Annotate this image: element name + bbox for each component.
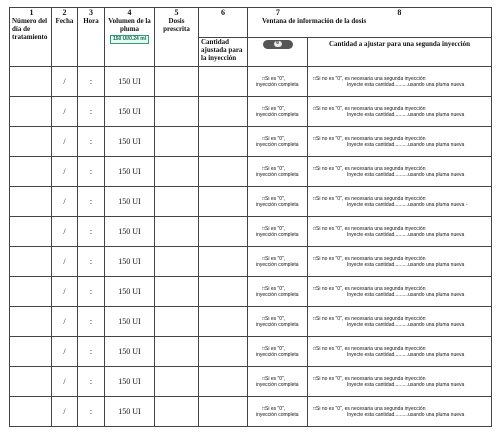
table-row <box>10 307 492 337</box>
time-cell[interactable]: : <box>78 307 105 337</box>
header-adjusted-amount <box>199 38 248 67</box>
second-injection-cell <box>308 367 492 397</box>
header-adjusted-amount-number: 6 <box>199 8 248 38</box>
table-row <box>10 367 492 397</box>
header-prescribed-dose: 5 Dosis prescrita <box>155 8 199 67</box>
header-prescribed-dose-label: Dosis prescrita <box>163 17 190 33</box>
second-injection-amount-text[interactable]: Inyecte esta cantidad..........usando una pluma nueva <box>347 411 465 418</box>
second-injection-amount-text[interactable]: Inyecte esta cantidad..........usando una pluma nueva <box>347 321 465 328</box>
second-injection-cell <box>308 67 492 97</box>
table-row <box>10 127 492 157</box>
adjusted-amount-cell[interactable] <box>199 217 248 247</box>
dose-window-cell <box>248 97 308 127</box>
header-second-injection <box>308 38 492 67</box>
treatment-day-cell[interactable] <box>10 397 52 427</box>
pen-volume-cell: 150 UI <box>105 307 155 337</box>
dose-window-cell <box>248 217 308 247</box>
adjusted-amount-cell[interactable] <box>199 337 248 367</box>
second-injection-amount-text[interactable]: Inyecte esta cantidad..........usando una pluma nueva <box>347 261 465 268</box>
adjusted-amount-cell[interactable] <box>199 367 248 397</box>
header-dose-window-number: 7 <box>275 8 280 17</box>
time-cell[interactable]: : <box>78 247 105 277</box>
treatment-day-cell[interactable] <box>10 337 52 367</box>
zero-check-text: inyección completa <box>256 231 299 238</box>
prescribed-dose-cell[interactable] <box>155 187 199 217</box>
treatment-day-cell[interactable] <box>10 307 52 337</box>
second-injection-cell <box>308 307 492 337</box>
nonzero-check-option[interactable]: □Si no es "0", es necesaria una segunda inyección <box>313 165 426 172</box>
header-dose-window-label: Ventana de información de la dosis <box>262 17 367 25</box>
header-time: 3 Hora <box>78 8 105 67</box>
header-date: 2 Fecha <box>52 8 78 67</box>
date-cell[interactable]: / <box>52 247 78 277</box>
table-row <box>10 397 492 427</box>
second-injection-cell <box>308 97 492 127</box>
zero-check-text: inyección completa <box>256 321 299 328</box>
zero-check-text: inyección completa <box>256 261 299 268</box>
prescribed-dose-cell[interactable] <box>155 157 199 187</box>
zero-check-option[interactable]: □Si es "0", <box>262 345 286 352</box>
treatment-day-cell[interactable] <box>10 217 52 247</box>
nonzero-check-option[interactable]: □Si no es "0", es necesaria una segunda inyección <box>313 285 426 292</box>
time-cell[interactable]: : <box>78 127 105 157</box>
second-injection-cell <box>308 397 492 427</box>
adjusted-amount-cell[interactable] <box>199 277 248 307</box>
time-cell[interactable]: : <box>78 97 105 127</box>
second-injection-amount-text[interactable]: Inyecte esta cantidad..........usando una pluma nueva <box>347 141 465 148</box>
table-row <box>10 277 492 307</box>
second-injection-cell <box>308 157 492 187</box>
zero-check-option[interactable]: □Si es "0", <box>262 315 286 322</box>
prescribed-dose-cell[interactable] <box>155 397 199 427</box>
header-adjusted-amount-label: Cantidad ajustada para la inyección <box>201 38 243 62</box>
second-injection-cell <box>308 217 492 247</box>
prescribed-dose-cell[interactable] <box>155 67 199 97</box>
prescribed-dose-cell[interactable] <box>155 337 199 367</box>
date-cell[interactable]: / <box>52 307 78 337</box>
time-cell[interactable]: : <box>78 367 105 397</box>
pen-volume-cell: 150 UI <box>105 97 155 127</box>
second-injection-amount-text[interactable]: Inyecte esta cantidad..........usando una pluma nueva <box>347 171 465 178</box>
treatment-day-cell[interactable] <box>10 127 52 157</box>
date-cell[interactable]: / <box>52 157 78 187</box>
dose-window-cell <box>248 307 308 337</box>
zero-check-option[interactable]: □Si es "0", <box>262 165 286 172</box>
pen-volume-badge: 150 UI/0.24 ml <box>110 35 149 44</box>
treatment-day-cell[interactable] <box>10 367 52 397</box>
dose-window-cell <box>248 367 308 397</box>
adjusted-amount-cell[interactable] <box>199 307 248 337</box>
pen-volume-cell: 150 UI <box>105 187 155 217</box>
header-treatment-day-label: Número del día de tratamiento <box>12 17 48 41</box>
header-dose-window <box>248 8 492 38</box>
dose-window-cell <box>248 127 308 157</box>
zero-check-text: inyección completa <box>256 111 299 118</box>
zero-check-text: inyección completa <box>256 411 299 418</box>
zero-check-option[interactable]: □Si es "0", <box>262 255 286 262</box>
header-pen-volume-label: Volumen de la pluma <box>108 17 151 33</box>
nonzero-check-option[interactable]: □Si no es "0", es necesaria una segunda inyección <box>313 255 426 262</box>
zero-check-text: inyección completa <box>256 141 299 148</box>
table-row <box>10 217 492 247</box>
time-cell[interactable]: : <box>78 337 105 367</box>
second-injection-cell <box>308 277 492 307</box>
date-cell[interactable]: / <box>52 337 78 367</box>
adjusted-amount-cell[interactable] <box>199 157 248 187</box>
nonzero-check-option[interactable]: □Si no es "0", es necesaria una segunda inyección <box>313 195 426 202</box>
header-pen-volume: 4 Volumen de la pluma 150 UI/0.24 ml <box>105 8 155 67</box>
second-injection-cell <box>308 127 492 157</box>
nonzero-check-option[interactable]: □Si no es "0", es necesaria una segunda inyección <box>313 405 426 412</box>
date-cell[interactable]: / <box>52 367 78 397</box>
zero-check-option[interactable]: □Si es "0", <box>262 405 286 412</box>
pen-volume-cell: 150 UI <box>105 277 155 307</box>
time-cell[interactable]: : <box>78 157 105 187</box>
zero-check-option[interactable]: □Si es "0", <box>262 285 286 292</box>
zero-check-option[interactable]: □Si es "0", <box>262 75 286 82</box>
adjusted-amount-cell[interactable] <box>199 97 248 127</box>
date-cell[interactable]: / <box>52 277 78 307</box>
dose-window-cell <box>248 247 308 277</box>
adjusted-amount-cell[interactable] <box>199 247 248 277</box>
dose-window-cell <box>248 187 308 217</box>
second-injection-amount-text[interactable]: Inyecte esta cantidad..........usando una pluma nueva <box>347 381 465 388</box>
treatment-day-cell[interactable] <box>10 277 52 307</box>
zero-check-option[interactable]: □Si es "0", <box>262 135 286 142</box>
pen-volume-cell: 150 UI <box>105 157 155 187</box>
prescribed-dose-cell[interactable] <box>155 217 199 247</box>
table-row <box>10 247 492 277</box>
dose-window-cell <box>248 277 308 307</box>
treatment-day-cell[interactable] <box>10 187 52 217</box>
pen-volume-cell: 150 UI <box>105 367 155 397</box>
table-row <box>10 337 492 367</box>
nonzero-check-option[interactable]: □Si no es "0", es necesaria una segunda inyección <box>313 75 426 82</box>
adjusted-amount-cell[interactable] <box>199 67 248 97</box>
date-cell[interactable]: / <box>52 217 78 247</box>
zero-check-text: inyección completa <box>256 381 299 388</box>
date-cell[interactable]: / <box>52 67 78 97</box>
second-injection-amount-text[interactable]: Inyecte esta cantidad..........usando una pluma nueva <box>347 111 465 118</box>
adjusted-amount-cell[interactable] <box>199 127 248 157</box>
pen-volume-cell: 150 UI <box>105 337 155 367</box>
zero-check-text: inyección completa <box>256 201 299 208</box>
second-injection-cell <box>308 337 492 367</box>
prescribed-dose-cell[interactable] <box>155 367 199 397</box>
prescribed-dose-cell[interactable] <box>155 247 199 277</box>
zero-check-text: inyección completa <box>256 291 299 298</box>
nonzero-check-option[interactable]: □Si no es "0", es necesaria una segunda inyección <box>313 225 426 232</box>
prescribed-dose-cell[interactable] <box>155 127 199 157</box>
nonzero-check-option[interactable]: □Si no es "0", es necesaria una segunda inyección <box>313 345 426 352</box>
dose-window-cell <box>248 67 308 97</box>
zero-check-option[interactable]: □Si es "0", <box>262 375 286 382</box>
date-cell[interactable]: / <box>52 97 78 127</box>
zero-check-option[interactable]: □Si es "0", <box>262 195 286 202</box>
date-cell[interactable]: / <box>52 397 78 427</box>
table-row <box>10 97 492 127</box>
second-injection-cell <box>308 187 492 217</box>
header-time-label: Hora <box>83 17 99 25</box>
header-second-injection-number: 8 <box>397 8 402 17</box>
dose-window-cell <box>248 157 308 187</box>
header-dose-window-icon-cell <box>248 38 308 67</box>
pen-volume-cell: 150 UI <box>105 127 155 157</box>
time-cell[interactable]: : <box>78 67 105 97</box>
nonzero-check-option[interactable]: □Si no es "0", es necesaria una segunda inyección <box>313 375 426 382</box>
header-treatment-day: 1 Número del día de tratamiento <box>10 8 52 67</box>
second-injection-amount-text[interactable]: Inyecte esta cantidad..........usando una pluma nueva - <box>347 201 468 208</box>
treatment-diary-table <box>9 7 492 427</box>
second-injection-amount-text[interactable]: Inyecte esta cantidad..........usando una pluma nueva <box>347 231 465 238</box>
zero-check-text: inyección completa <box>256 171 299 178</box>
second-injection-amount-text[interactable]: Inyecte esta cantidad..........usando una pluma nueva <box>347 291 465 298</box>
date-cell[interactable]: / <box>52 127 78 157</box>
pen-volume-cell: 150 UI <box>105 217 155 247</box>
zero-check-option[interactable]: □Si es "0", <box>262 105 286 112</box>
time-cell[interactable]: : <box>78 217 105 247</box>
zero-check-option[interactable]: □Si es "0", <box>262 225 286 232</box>
dose-window-cell <box>248 397 308 427</box>
treatment-day-cell[interactable] <box>10 247 52 277</box>
time-cell[interactable]: : <box>78 187 105 217</box>
header-date-label: Fecha <box>55 17 74 25</box>
treatment-day-cell[interactable] <box>10 97 52 127</box>
table-row <box>10 187 492 217</box>
pen-volume-cell: 150 UI <box>105 397 155 427</box>
nonzero-check-option[interactable]: □Si no es "0", es necesaria una segunda inyección <box>313 315 426 322</box>
prescribed-dose-cell[interactable] <box>155 277 199 307</box>
time-cell[interactable]: : <box>78 397 105 427</box>
adjusted-amount-cell[interactable] <box>199 397 248 427</box>
second-injection-amount-text[interactable]: Inyecte esta cantidad..........usando una pluma nueva <box>347 351 465 358</box>
table-row <box>10 157 492 187</box>
second-injection-cell <box>308 247 492 277</box>
dose-window-cell <box>248 337 308 367</box>
date-cell[interactable]: / <box>52 187 78 217</box>
dose-window-icon: 0 <box>263 40 293 49</box>
pen-volume-cell: 150 UI <box>105 67 155 97</box>
header-second-injection-label: Cantidad a ajustar para una segunda inyección <box>328 40 471 48</box>
treatment-day-cell[interactable] <box>10 157 52 187</box>
prescribed-dose-cell[interactable] <box>155 307 199 337</box>
treatment-day-cell[interactable] <box>10 67 52 97</box>
table-row <box>10 67 492 97</box>
second-injection-amount-text[interactable]: Inyecte esta cantidad..........usando una pluma nueva <box>347 81 465 88</box>
zero-check-text: inyección completa <box>256 351 299 358</box>
time-cell[interactable]: : <box>78 277 105 307</box>
nonzero-check-option[interactable]: □Si no es "0", es necesaria una segunda inyección <box>313 105 426 112</box>
zero-check-text: inyección completa <box>256 81 299 88</box>
pen-volume-cell: 150 UI <box>105 247 155 277</box>
nonzero-check-option[interactable]: □Si no es "0", es necesaria una segunda inyección <box>313 135 426 142</box>
adjusted-amount-cell[interactable] <box>199 187 248 217</box>
prescribed-dose-cell[interactable] <box>155 97 199 127</box>
